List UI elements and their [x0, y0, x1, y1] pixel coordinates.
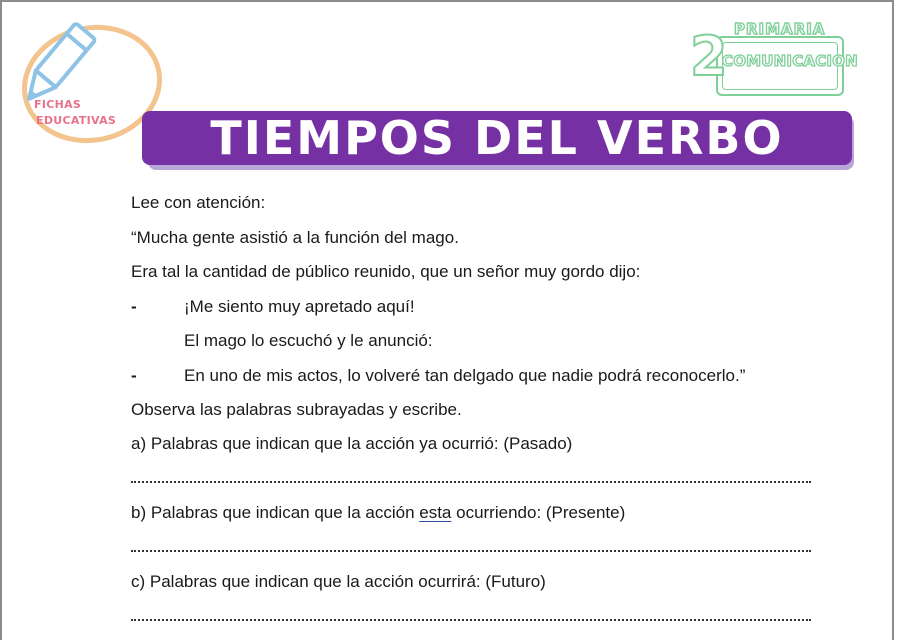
question-b-end: ocurriendo: (Presente): [451, 503, 626, 522]
story-line-2: Era tal la cantidad de público reunido, que un señor muy gordo dijo:: [131, 262, 641, 281]
intro-text: Lee con atención:: [131, 193, 266, 212]
grade-badge: [690, 20, 858, 100]
badge-level: PRIMARIA: [734, 20, 826, 38]
badge-subject: COMUNICACION: [722, 52, 858, 70]
dialogue-line-2: En uno de mis actos, lo volveré tan delgado que nadie podrá reconocerlo.”: [184, 366, 746, 385]
question-b-underlined-word: esta: [419, 503, 452, 522]
badge-grade-number: 2: [690, 25, 728, 88]
answer-line-b[interactable]: [131, 548, 811, 552]
story-line-1: “Mucha gente asistió a la función del mago.: [131, 228, 459, 247]
page-title: TIEMPOS DEL VERBO: [210, 111, 784, 165]
instruction-text: Observa las palabras subrayadas y escribe.: [131, 400, 462, 419]
dialogue-line-1: ¡Me siento muy apretado aquí!: [184, 297, 415, 316]
question-b-start: b) Palabras que indican que la acción: [131, 503, 420, 522]
answer-line-a[interactable]: [131, 479, 811, 483]
question-c: c) Palabras que indican que la acción ocurrirá: (Futuro): [131, 572, 546, 591]
dialogue-dash-2: -: [131, 366, 137, 385]
question-b: [131, 503, 625, 523]
narration-line: El mago lo escuchó y le anunció:: [184, 331, 433, 350]
title-banner: [142, 111, 852, 165]
dialogue-dash-1: -: [131, 297, 137, 316]
question-a: a) Palabras que indican que la acción ya ocurrió: (Pasado): [131, 434, 573, 453]
logo-text-line1: FICHAS: [34, 98, 82, 111]
logo-text-line2: EDUCATIVAS: [36, 114, 117, 127]
answer-line-c[interactable]: [131, 617, 811, 621]
